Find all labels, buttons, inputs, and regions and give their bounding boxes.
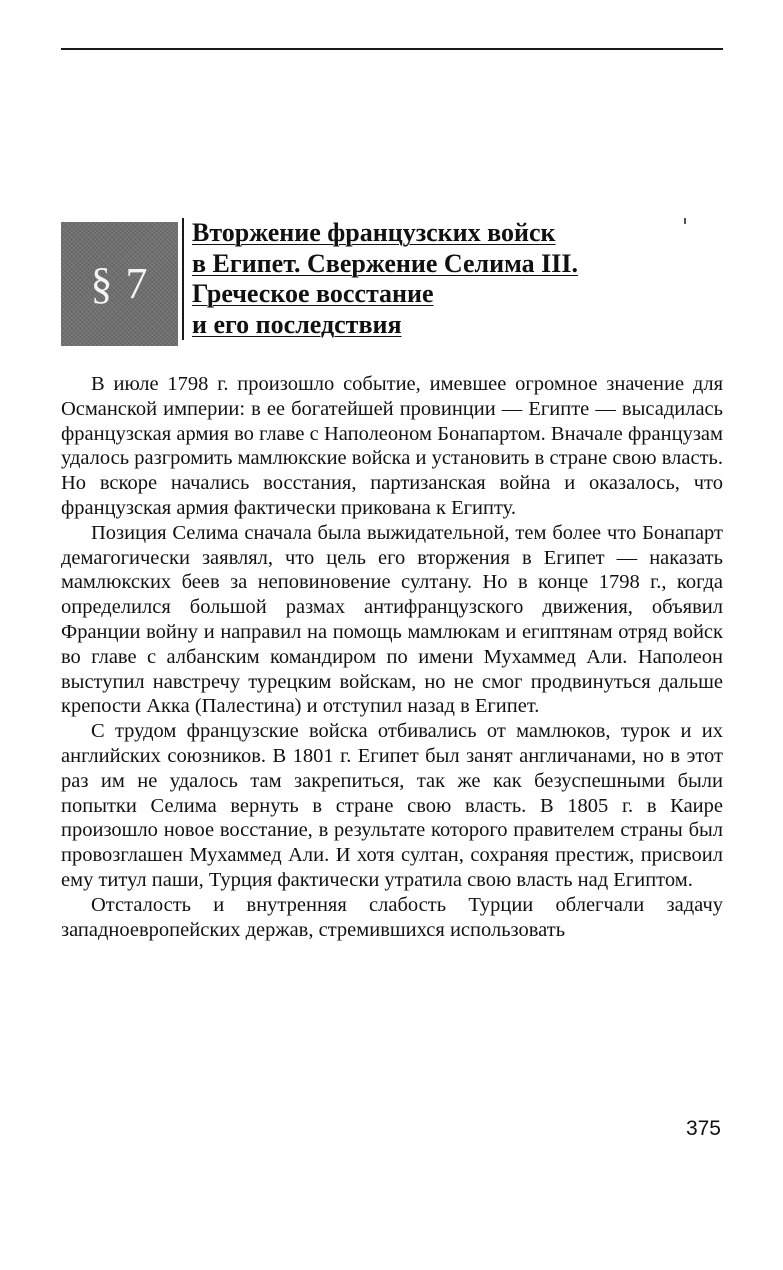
paragraph: С трудом французские войска отбивались от мамлюков, турок и их английских союзников. В 1801 г. Египет был занят англичанами, но в этот раз им не удалось там закрепиться, так же как безуспешными были попытки Селима вернуть в стране свою власть. В 1805 г. в Каире произошло новое восстание, в результате которого правителем страны был провозглашен Мухаммед Али. И хотя султан, сохраняя престиж, присвоил ему титул паши, Турция фактически утратила свою власть над Египтом. xyxy=(61,720,723,891)
paragraph: Позиция Селима сначала была выжидательной, тем более что Бонапарт демагогически заявлял, что цель его вторжения в Египет — наказать мамлюкских беев за неповиновение султану. Но в конце 1798 г., когда определился большой размах антифранцузского движения, объявил Франции войну и направил на помощь мамлюкам и египтянам отряд войск во главе с албанским командиром по имени Мухаммед Али. Наполеон выступил навстречу турецким войскам, но не смог продвинуться дальше крепости Акка (Палестина) и отступил назад в Египет. xyxy=(61,521,723,718)
scan-speck xyxy=(684,218,686,224)
title-line: в Египет. Свержение Селима III. xyxy=(182,249,682,280)
title-line: Вторжение французских войск xyxy=(182,218,682,249)
body-text xyxy=(61,372,723,942)
title-line: и его последствия xyxy=(182,310,682,341)
header-rule xyxy=(61,48,723,50)
section-title xyxy=(182,218,682,340)
title-line: Греческое восстание xyxy=(182,279,682,310)
paragraph: В июле 1798 г. произошло событие, имевшее огромное значение для Османской империи: в ее богатейшей провинции — Египте — высадилась французская армия во главе с Наполеоном Бонапартом. Вначале французам удалось разгромить мамлюкские войска и установить в стране свою власть. Но вскоре начались восстания, партизанская война и оказалось, что французская армия фактически прикована к Египту. xyxy=(61,373,723,519)
paragraph: Отсталость и внутренняя слабость Турции облегчали задачу западноевропейских держав, стремившихся использовать xyxy=(61,893,723,941)
section-number: § 7 xyxy=(90,259,149,308)
section-badge xyxy=(61,222,178,346)
page-number: 375 xyxy=(685,1117,721,1140)
